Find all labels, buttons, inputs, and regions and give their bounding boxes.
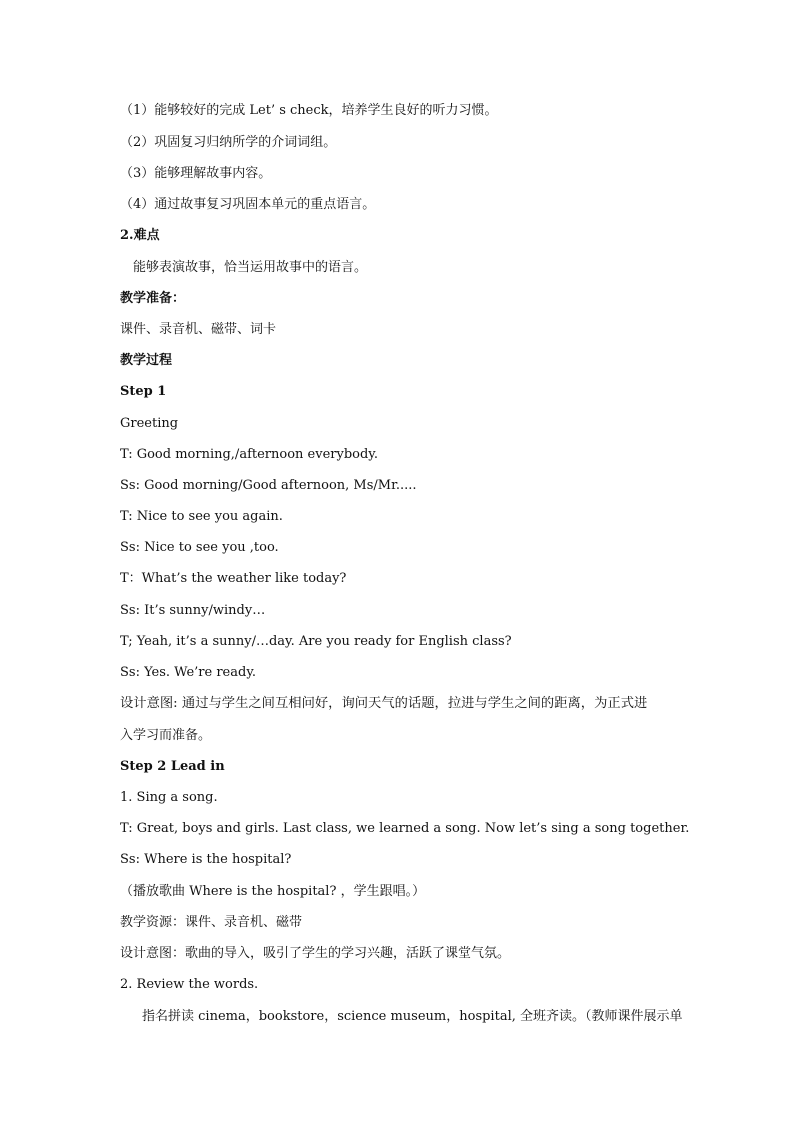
objective-2: （2）巩固复习归纳所学的介词词组。 [120, 135, 337, 150]
step2-resources: 教学资源：课件、录音机、磁带 [120, 915, 303, 930]
step2-review-words: 2. Review the words. [120, 977, 259, 992]
objective-3: （3）能够理解故事内容。 [120, 166, 272, 181]
step1-line-teacher-nice: T: Nice to see you again. [120, 509, 283, 524]
step1-line-weather-answer: Ss: It’s sunny/windy… [120, 603, 266, 618]
step1-line-weather-question: T：What’s the weather like today? [120, 571, 347, 586]
objective-1: （1）能够较好的完成 Let’ s check，培养学生良好的听力习惯。 [120, 103, 498, 118]
step1-line-teacher-greeting: T: Good morning,/afternoon everybody. [120, 447, 379, 462]
step1-heading: Step 1 [120, 384, 167, 399]
step1-line-student-nice: Ss: Nice to see you ,too. [120, 540, 279, 555]
step1-line-ready-question: T; Yeah, it’s a sunny/…day. Are you ready for English class? [120, 634, 512, 649]
preparation-heading: 教学准备： [120, 291, 186, 306]
step1-line-student-greeting: Ss: Good morning/Good afternoon, Ms/Mr..... [120, 478, 417, 493]
final-word-review-line: 指名拼读 cinema，bookstore，science museum，hospital, 全班齐读。（教师课件展示单 [142, 1009, 683, 1024]
difficulty-heading: 2.难点 [120, 228, 160, 243]
step1-line-greeting: Greeting [120, 416, 179, 431]
step2-song-note: （播放歌曲 Where is the hospital? ，学生跟唱。） [120, 884, 426, 899]
preparation-text: 课件、录音机、磁带、词卡 [120, 322, 277, 337]
process-heading: 教学过程 [120, 353, 173, 368]
design-intent-1-line-1: 设计意图: 通过与学生之间互相问好，询问天气的话题，拉进与学生之间的距离，为正式进 [120, 696, 648, 711]
objective-4: （4）通过故事复习巩固本单元的重点语言。 [120, 197, 376, 212]
step2-teacher-song: T: Great, boys and girls. Last class, we learned a song. Now let’s sing a song together. [120, 821, 690, 836]
design-intent-1-line-2: 入学习而准备。 [120, 728, 212, 743]
step1-line-ready-answer: Ss: Yes. We’re ready. [120, 665, 257, 680]
step2-design-intent: 设计意图：歌曲的导入，吸引了学生的学习兴趣，活跃了课堂气氛。 [120, 946, 511, 961]
step2-sing-song: 1. Sing a song. [120, 790, 218, 805]
difficulty-text: 能够表演故事，恰当运用故事中的语言。 [133, 260, 368, 275]
step2-heading: Step 2 Lead in [120, 759, 225, 774]
step2-student-hospital: Ss: Where is the hospital? [120, 852, 292, 867]
